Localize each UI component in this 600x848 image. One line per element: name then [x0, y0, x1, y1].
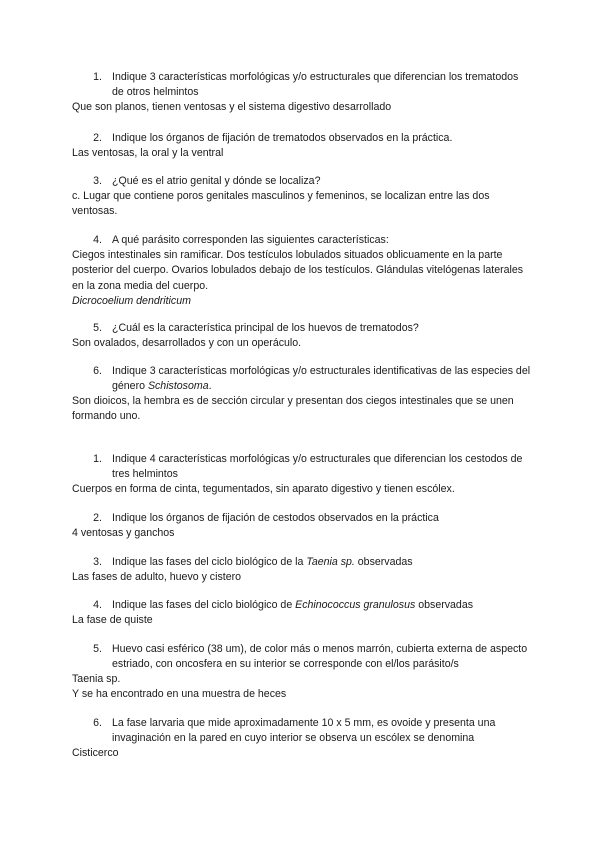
answer-text: Las ventosas, la oral y la ventral — [72, 147, 224, 159]
question-text-part: observadas — [354, 556, 413, 568]
question-text-part: Indique 3 características morfológicas y/o estructurales identificativas de las especies del género — [112, 365, 531, 393]
s2-question-3 — [72, 555, 532, 570]
s2-answer-4 — [72, 613, 532, 628]
answer-text-extra: Y se ha encontrado en una muestra de heces — [72, 688, 287, 701]
question-text: Indique 3 características morfológicas y/o estructurales que diferencian los trematodos de otros helmintos — [112, 71, 519, 99]
question-text-part: . — [208, 380, 212, 393]
question-number: 4. — [93, 234, 102, 246]
s1-answer-2 — [72, 146, 532, 161]
question-text-part: Indique las fases del ciclo biológico de — [112, 599, 296, 611]
question-number: 3. — [93, 556, 102, 568]
s2-answer-3 — [72, 570, 532, 585]
s1-answer-1 — [72, 100, 532, 115]
question-text-part: Indique las fases del ciclo biológico de la — [112, 556, 307, 568]
answer-text: La fase de quiste — [72, 614, 153, 626]
question-text: ¿Qué es el atrio genital y dónde se localiza? — [112, 175, 321, 187]
s1-answer-4 — [72, 248, 532, 310]
question-number: 2. — [93, 132, 102, 144]
s2-answer-1 — [72, 482, 532, 497]
question-number: 5. — [93, 643, 102, 655]
question-text: Huevo casi esférico (38 um), de color más o menos marrón, cubierta externa de aspecto estriado, con oncosfera en su interior se corresponde con el/los parásito/s — [112, 643, 528, 671]
question-number: 3. — [93, 175, 102, 187]
s1-question-2 — [72, 131, 532, 146]
answer-text: Ciegos intestinales sin ramificar. Dos testículos lobulados situados oblicuamente en la parte posterior del cuerpo. Ovarios lobulados debajo de los testículos. Glándulas vitelógenas laterales en la zona media del cuerpo. — [72, 249, 524, 292]
question-number: 2. — [93, 512, 102, 524]
question-text: La fase larvaria que mide aproximadamente 10 x 5 mm, es ovoide y presenta una invaginación en la pared en cuyo interior se observa un escólex se denomina — [112, 717, 496, 745]
question-text: ¿Cuál es la característica principal de los huevos de trematodos? — [112, 322, 419, 334]
answer-species: Dicrocoelium dendriticum — [72, 295, 191, 308]
species-name: Taenia sp. — [306, 556, 355, 568]
question-text — [112, 598, 532, 613]
question-text-part: observadas — [415, 599, 474, 611]
question-number: 6. — [93, 717, 102, 729]
s2-question-4 — [72, 598, 532, 613]
question-text: Indique los órganos de fijación de cestodos observados en la práctica — [112, 512, 439, 524]
answer-text: c. Lugar que contiene poros genitales masculinos y femeninos, se localizan entre las dos ventosas. — [72, 190, 490, 218]
question-text — [112, 364, 532, 395]
answer-text: Son ovalados, desarrollados y con un operáculo. — [72, 337, 302, 349]
s2-answer-5 — [72, 672, 532, 703]
s2-question-2 — [72, 511, 532, 526]
s1-answer-6 — [72, 394, 532, 425]
answer-text: Son dioicos, la hembra es de sección circular y presentan dos ciegos intestinales que se unen formando uno. — [72, 395, 514, 423]
s2-question-6 — [72, 716, 532, 747]
question-number: 1. — [93, 71, 102, 83]
question-text: Indique los órganos de fijación de trematodos observados en la práctica. — [112, 132, 453, 144]
question-number: 1. — [93, 453, 102, 465]
question-text: A qué parásito corresponden las siguientes características: — [112, 234, 389, 246]
s1-question-1 — [72, 70, 532, 101]
s2-answer-2 — [72, 526, 532, 541]
s2-answer-6 — [72, 746, 532, 761]
s1-answer-5 — [72, 336, 532, 351]
species-name: Echinococcus granulosus — [295, 599, 416, 611]
genus-name: Schistosoma — [147, 380, 209, 393]
s1-question-3 — [72, 174, 532, 189]
s1-answer-3 — [72, 189, 532, 220]
s1-question-4 — [72, 233, 532, 248]
question-number: 5. — [93, 322, 102, 334]
answer-text: Taenia sp. — [72, 673, 121, 685]
answer-text: Cisticerco — [72, 747, 119, 759]
s2-question-5 — [72, 642, 532, 673]
answer-text: 4 ventosas y ganchos — [72, 527, 175, 539]
answer-text: Las fases de adulto, huevo y cistero — [72, 571, 242, 583]
answer-text: Que son planos, tienen ventosas y el sistema digestivo desarrollado — [72, 101, 392, 113]
s2-question-1 — [72, 452, 532, 483]
s1-question-6 — [72, 364, 532, 395]
s1-question-5 — [72, 321, 532, 336]
question-number: 6. — [93, 365, 102, 377]
question-number: 4. — [93, 599, 102, 611]
answer-text: Cuerpos en forma de cinta, tegumentados, sin aparato digestivo y tienen escólex. — [72, 483, 455, 495]
question-text: Indique 4 características morfológicas y/o estructurales que diferencian los cestodos de tres helmintos — [112, 453, 523, 481]
question-text — [112, 555, 532, 570]
